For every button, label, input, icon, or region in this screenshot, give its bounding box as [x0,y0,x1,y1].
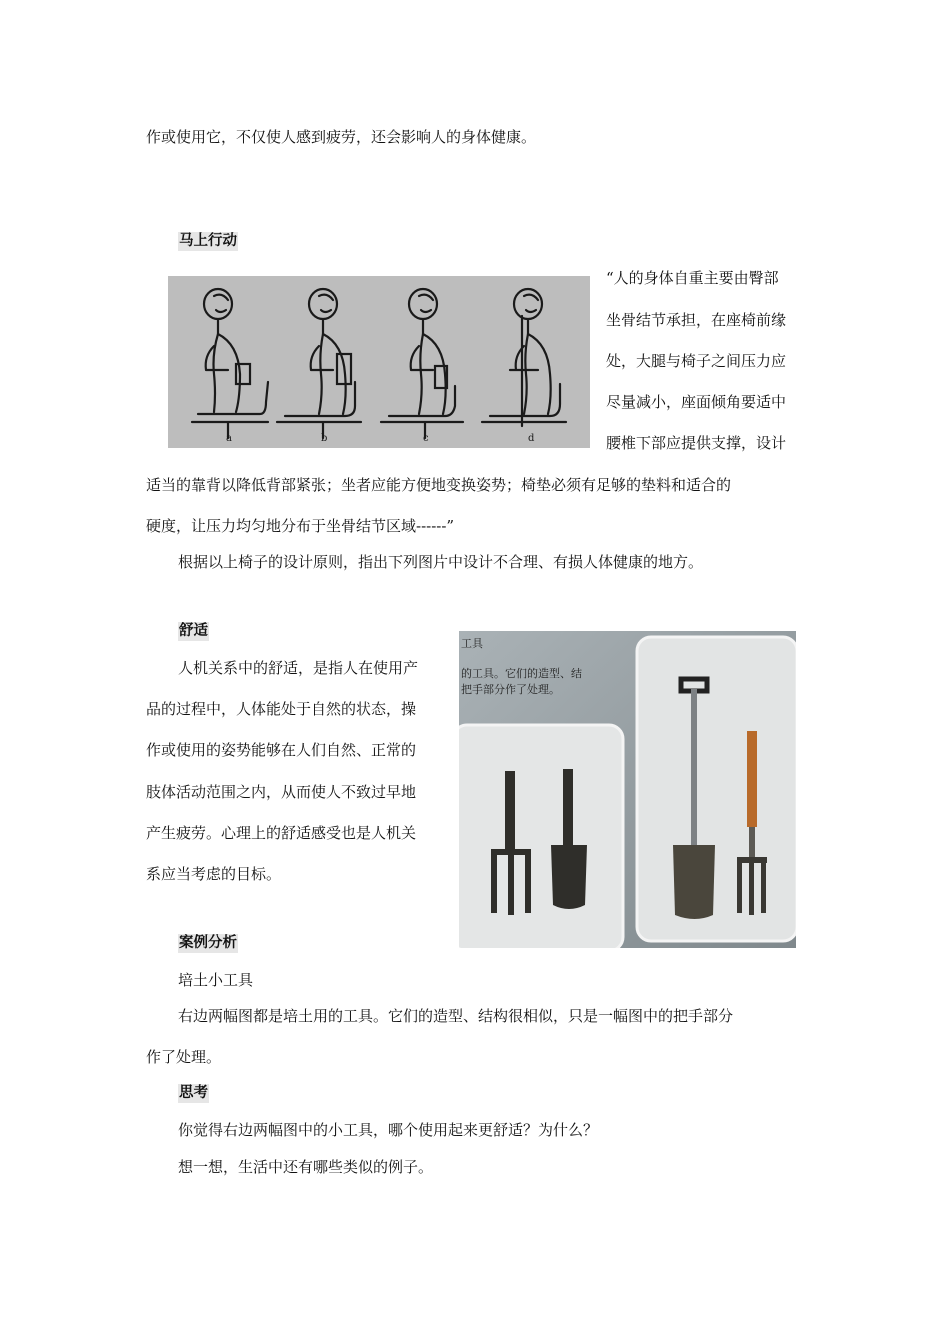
quote-line: 尽量减小，座面倾角要适中 [606,393,787,411]
case-text-line: 作了处理。 [146,1048,222,1066]
sitting-figure-d [482,289,566,426]
body-text-line: 作或使用它，不仅使人感到疲劳，还会影响人的身体健康。 [146,128,537,146]
sitting-figure-b [277,289,361,438]
comfort-text-line: 系应当考虑的目标。 [146,865,282,883]
photo-text-line: 工具 [461,637,483,650]
comfort-text-line: 作或使用的姿势能够在人们自然、正常的 [146,741,417,759]
section-heading-comfort: 舒适 [179,623,208,639]
comfort-text-line: 肢体活动范围之内，从而使人不致过早地 [146,783,417,801]
quote-line: 处，大腿与椅子之间压力应 [606,352,787,370]
quote-line: 坐骨结节承担，在座椅前缘 [606,311,787,329]
chair-posture-illustration [168,276,590,448]
figure-label-b: b [321,433,328,444]
comfort-text-line: 人机关系中的舒适，是指人在使用产 [178,659,419,677]
section-heading-think: 思考 [179,1085,208,1101]
comfort-text-line: 产生疲劳。心理上的舒适感受也是人机关 [146,824,417,842]
quote-line: “人的身体自重主要由臀部 [606,269,779,287]
think-text-line: 你觉得右边两幅图中的小工具，哪个使用起来更舒适？为什么？ [178,1121,599,1139]
section-heading-action: 马上行动 [179,233,237,249]
section-heading-case: 案例分析 [179,935,237,951]
photo-text-line: 把手部分作了处理。 [461,683,560,696]
case-subtitle: 培土小工具 [178,971,254,989]
body-text-line: 适当的靠背以降低背部紧张；坐者应能方便地变换姿势；椅垫必须有足够的垫料和适合的 [146,476,732,494]
figure-label-c: c [423,433,429,444]
body-text-line: 硬度，让压力均匀地分布于坐骨结节区域------” [146,517,455,535]
garden-tools-illustration [459,631,796,948]
instruction-text: 根据以上椅子的设计原则，指出下列图片中设计不合理、有损人体健康的地方。 [178,553,704,571]
photo-text-line: 的工具。它们的造型、结 [461,667,582,680]
figure-label-d: d [528,433,535,444]
sitting-figure-c [381,289,463,438]
chair-posture-figure [168,276,590,448]
garden-tools-photo [459,631,796,948]
comfort-text-line: 品的过程中，人体能处于自然的状态，操 [146,700,417,718]
case-text-line: 右边两幅图都是培土用的工具。它们的造型、结构很相似，只是一幅图中的把手部分 [178,1007,734,1025]
think-text-line: 想一想，生活中还有哪些类似的例子。 [178,1158,434,1176]
sitting-figure-a [192,289,268,438]
quote-line: 腰椎下部应提供支撑，设计 [606,434,787,452]
figure-label-a: a [226,433,232,444]
